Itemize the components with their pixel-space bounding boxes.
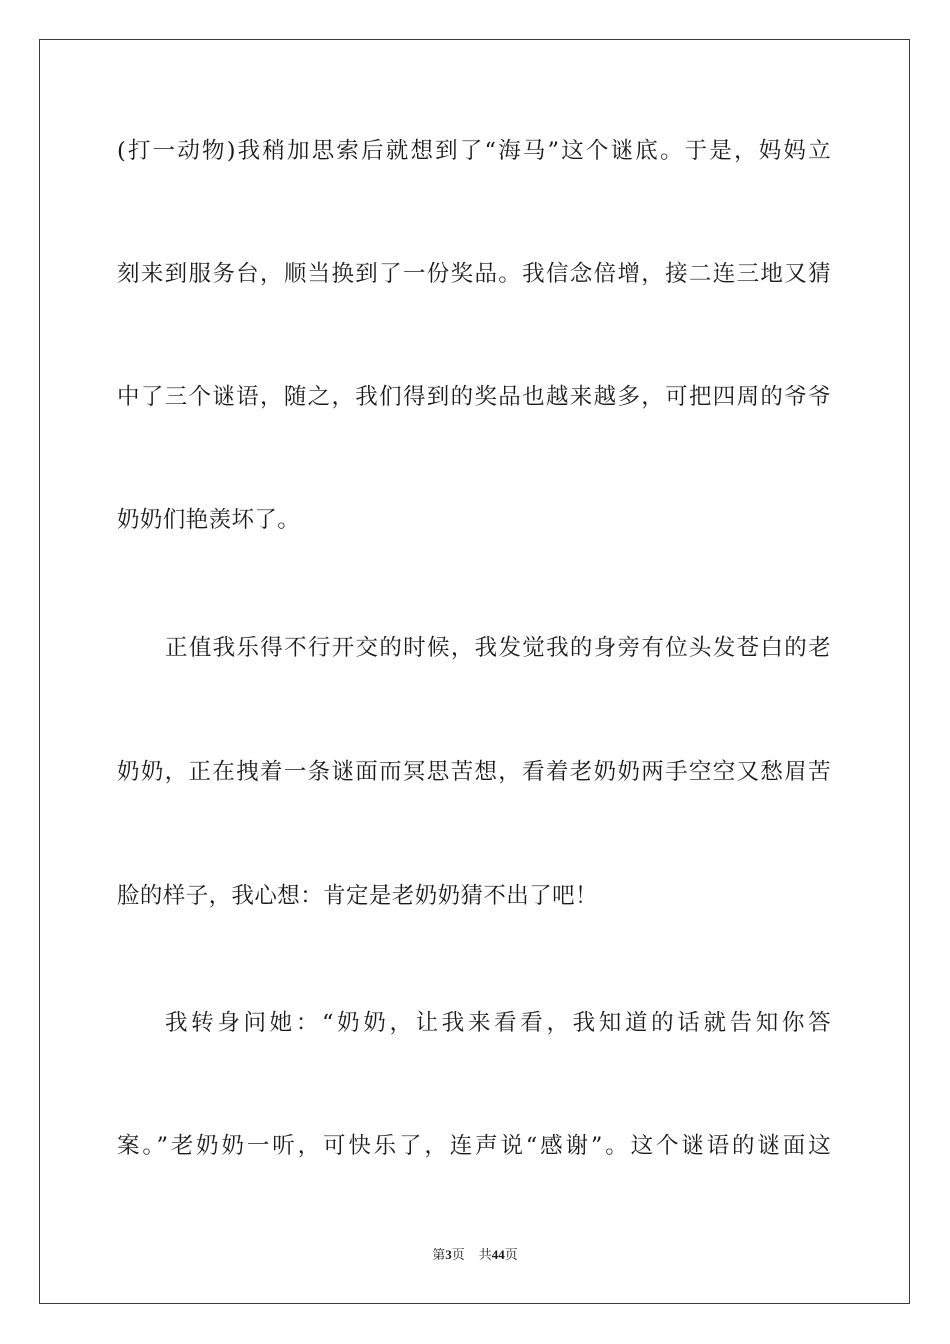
text-line-8: 我转身问她：“奶奶，让我来看看，我知道的话就告知你答 [165, 1010, 831, 1036]
text-line-5: 正值我乐得不行开交的时候，我发觉我的身旁有位头发苍白的老 [165, 635, 831, 661]
text-line-9: 案。”老奶奶一听，可快乐了，连声说“感谢”。这个谜语的谜面这 [117, 1133, 831, 1159]
total-prefix: 共 [478, 1248, 492, 1263]
text-line-3: 中了三个谜语，随之，我们得到的奖品也越来越多，可把四周的爷爷 [117, 384, 831, 410]
total-pages: 44 [491, 1247, 505, 1262]
page-number: 3 [445, 1247, 452, 1262]
page-footer [0, 1246, 950, 1265]
text-line-4: 奶奶们艳羡坏了。 [117, 507, 301, 533]
total-suffix: 页 [504, 1248, 518, 1263]
page-suffix: 页 [451, 1248, 465, 1263]
page-border [39, 39, 910, 1304]
text-line-6: 奶奶，正在拽着一条谜面而冥思苦想，看着老奶奶两手空空又愁眉苦 [117, 759, 831, 785]
text-line-2: 刻来到服务台，顺当换到了一份奖品。我信念倍增，接二连三地又猜 [117, 261, 831, 287]
text-line-1: (打一动物)我稍加思索后就想到了“海马”这个谜底。于是，妈妈立 [117, 138, 831, 164]
text-line-7: 脸的样子，我心想：肯定是老奶奶猜不出了吧！ [117, 883, 598, 909]
page-prefix: 第 [432, 1248, 446, 1263]
